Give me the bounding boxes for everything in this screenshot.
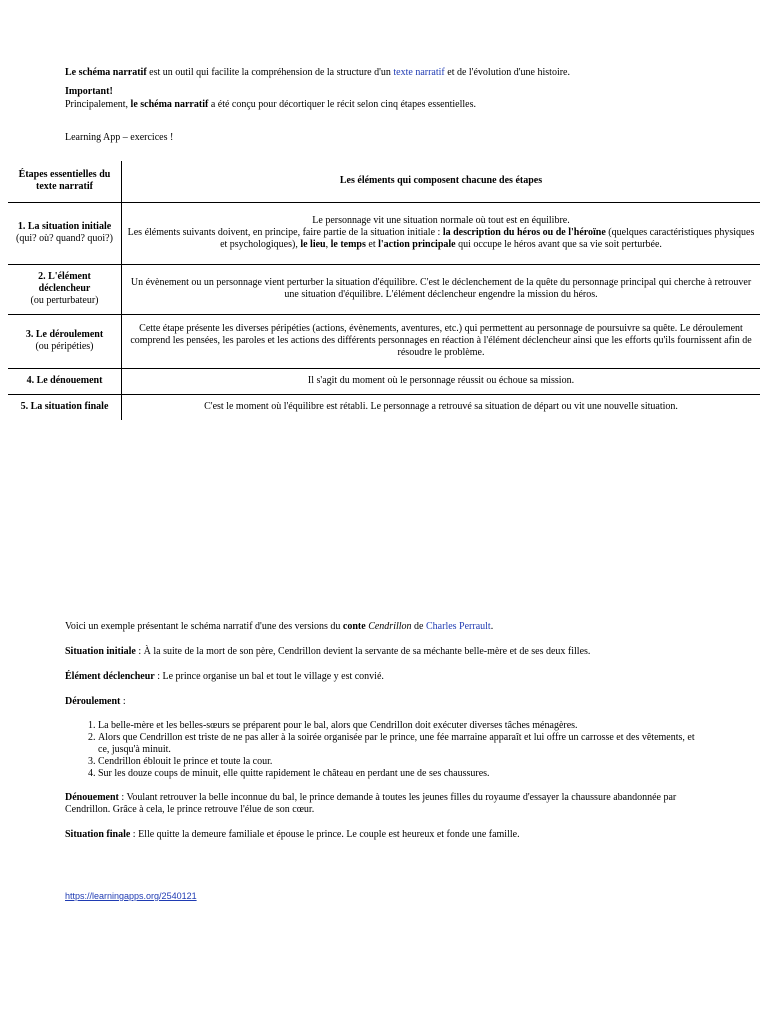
situation-initiale-paragraph bbox=[65, 646, 705, 658]
element-declencheur-text: : Le prince organise un bal et tout le village y est convié. bbox=[154, 671, 384, 682]
charles-perrault-link[interactable]: Charles Perrault bbox=[426, 621, 491, 632]
description-text: et bbox=[365, 239, 379, 250]
table-row bbox=[8, 314, 760, 368]
stage-cell bbox=[8, 368, 122, 394]
table-row bbox=[8, 264, 760, 314]
stage-cell bbox=[8, 264, 122, 314]
stage-sub: (qui? où? quand? quoi?) bbox=[16, 233, 113, 244]
stage-sub: (ou péripéties) bbox=[35, 341, 94, 352]
description-text: qui occupe le héros avant que sa vie soit perturbée. bbox=[455, 239, 662, 250]
description-bold: l'action principale bbox=[378, 239, 456, 250]
description-line: Le personnage vit une situation normale où tout est en équilibre. bbox=[312, 215, 570, 226]
situation-finale-paragraph bbox=[65, 829, 705, 841]
stage-name: 2. L'élément déclencheur bbox=[38, 271, 91, 294]
stage-cell bbox=[8, 202, 122, 264]
stage-sub: (ou perturbateur) bbox=[30, 295, 99, 306]
list-item: 4. Sur les douze coups de minuit, elle quitte rapidement le château en perdant une de ses chaussures. bbox=[98, 768, 705, 780]
principal-text: Principalement, bbox=[65, 99, 131, 110]
header-stages: Étapes essentielles du texte narratif bbox=[8, 161, 122, 202]
principal-paragraph bbox=[65, 98, 705, 111]
situation-finale-label: Situation finale bbox=[65, 829, 131, 840]
description-bold: le temps bbox=[330, 239, 366, 250]
description-text: , bbox=[325, 239, 331, 250]
description-cell: Cette étape présente les diverses péripéties (actions, évènements, aventures, etc.) qui permettent au personnage de poursuivre sa quête. Le déroulement comprend les pensées, les paroles et les actions des différents personnages en réaction à l'élément déclencheur ainsi que les efforts qu'ils fournissent afin de résoudre le problème. bbox=[130, 323, 752, 358]
intro-text: est un outil qui facilite la compréhension de la structure d'un bbox=[146, 67, 394, 78]
stage-cell bbox=[8, 314, 122, 368]
conte-term: conte bbox=[342, 621, 366, 632]
list-item: 3. Cendrillon éblouit le prince et toute la cour. bbox=[98, 756, 705, 768]
description-cell bbox=[122, 202, 761, 264]
description-cell: Un évènement ou un personnage vient perturber la situation d'équilibre. C'est le déclenchement de la quête du personnage principal qui cherche à retrouver une situation d'équilibre. L'élément déclencheur engendre la mission du héros. bbox=[130, 277, 752, 300]
element-declencheur-paragraph bbox=[65, 671, 705, 683]
intro-section bbox=[65, 66, 705, 144]
situation-finale-text: : Elle quitte la demeure familiale et épouse le prince. Le couple est heureux et fonde une famille. bbox=[130, 829, 520, 840]
list-item: 2. Alors que Cendrillon est triste de ne pas aller à la soirée organisée par le prince, une fée marraine apparaît et lui offre un carrosse et des vêtements, et ce, jusqu'à minuit. bbox=[98, 732, 705, 756]
description-text: (quelques caractéristiques physiques et psychologiques), bbox=[220, 227, 755, 250]
deroulement-paragraph bbox=[65, 696, 705, 708]
example-intro bbox=[65, 621, 705, 633]
description-bold: le lieu bbox=[300, 239, 326, 250]
element-declencheur-label: Élément déclencheur bbox=[65, 671, 155, 682]
example-intro-end: . bbox=[490, 621, 494, 632]
denouement-paragraph bbox=[65, 792, 705, 816]
schema-table bbox=[8, 161, 760, 420]
deroulement-label: Déroulement bbox=[65, 696, 121, 707]
example-section bbox=[65, 621, 705, 854]
intro-text-end: et de l'évolution d'une histoire. bbox=[444, 67, 570, 78]
stage-name: 4. Le dénouement bbox=[26, 375, 103, 386]
important-label: Important! bbox=[65, 86, 113, 97]
deroulement-list bbox=[65, 720, 705, 780]
table-header-row bbox=[8, 161, 760, 202]
denouement-label: Dénouement bbox=[65, 792, 119, 803]
intro-paragraph bbox=[65, 66, 705, 79]
stage-cell bbox=[8, 394, 122, 420]
stage-name: 3. Le déroulement bbox=[25, 329, 104, 340]
table-row bbox=[8, 368, 760, 394]
denouement-text: : Voulant retrouver la belle inconnue du bal, le prince demande à toutes les jeunes filles du royaume d'essayer la chaussure abandonnée par Cendrillon. Grâce à cela, le prince retrouve l'élue de son cœur. bbox=[65, 792, 677, 815]
texte-narratif-link[interactable]: texte narratif bbox=[393, 67, 445, 78]
table-row bbox=[8, 394, 760, 420]
list-item: 1. La belle-mère et les belles-sœurs se préparent pour le bal, alors que Cendrillon doit exécuter diverses tâches ménagères. bbox=[98, 720, 705, 732]
deroulement-text: : bbox=[120, 696, 126, 707]
principal-text-end: a été conçu pour décortiquer le récit selon cinq étapes essentielles. bbox=[208, 99, 476, 110]
principal-term: le schéma narratif bbox=[130, 99, 209, 110]
header-elements: Les éléments qui composent chacune des étapes bbox=[339, 175, 543, 187]
term-schema-narratif: Le schéma narratif bbox=[65, 67, 147, 78]
stage-name: 1. La situation initiale bbox=[17, 221, 112, 232]
table-row bbox=[8, 202, 760, 264]
example-intro-text: Voici un exemple présentant le schéma narratif d'une des versions du bbox=[65, 621, 343, 632]
description-bold: la description du héros ou de l'héroïne bbox=[442, 227, 606, 238]
learningapps-link[interactable]: https://learningapps.org/2540121 bbox=[65, 891, 197, 901]
situation-initiale-label: Situation initiale bbox=[65, 646, 136, 657]
description-cell: C'est le moment où l'équilibre est rétabli. Le personnage a retrouvé sa situation de départ ou vit une nouvelle situation. bbox=[204, 401, 678, 413]
cendrillon-title: Cendrillon bbox=[368, 621, 412, 632]
stage-name: 5. La situation finale bbox=[20, 401, 109, 413]
example-intro-text: de bbox=[411, 621, 426, 632]
description-text: Les éléments suivants doivent, en principe, faire partie de la situation initiale : bbox=[127, 227, 443, 238]
description-cell: Il s'agit du moment où le personnage réussit ou échoue sa mission. bbox=[307, 375, 575, 386]
situation-initiale-text: : À la suite de la mort de son père, Cendrillon devient la servante de sa méchante belle-mère et de ses deux filles. bbox=[135, 646, 591, 657]
learning-app-label: Learning App – exercices ! bbox=[65, 132, 174, 143]
